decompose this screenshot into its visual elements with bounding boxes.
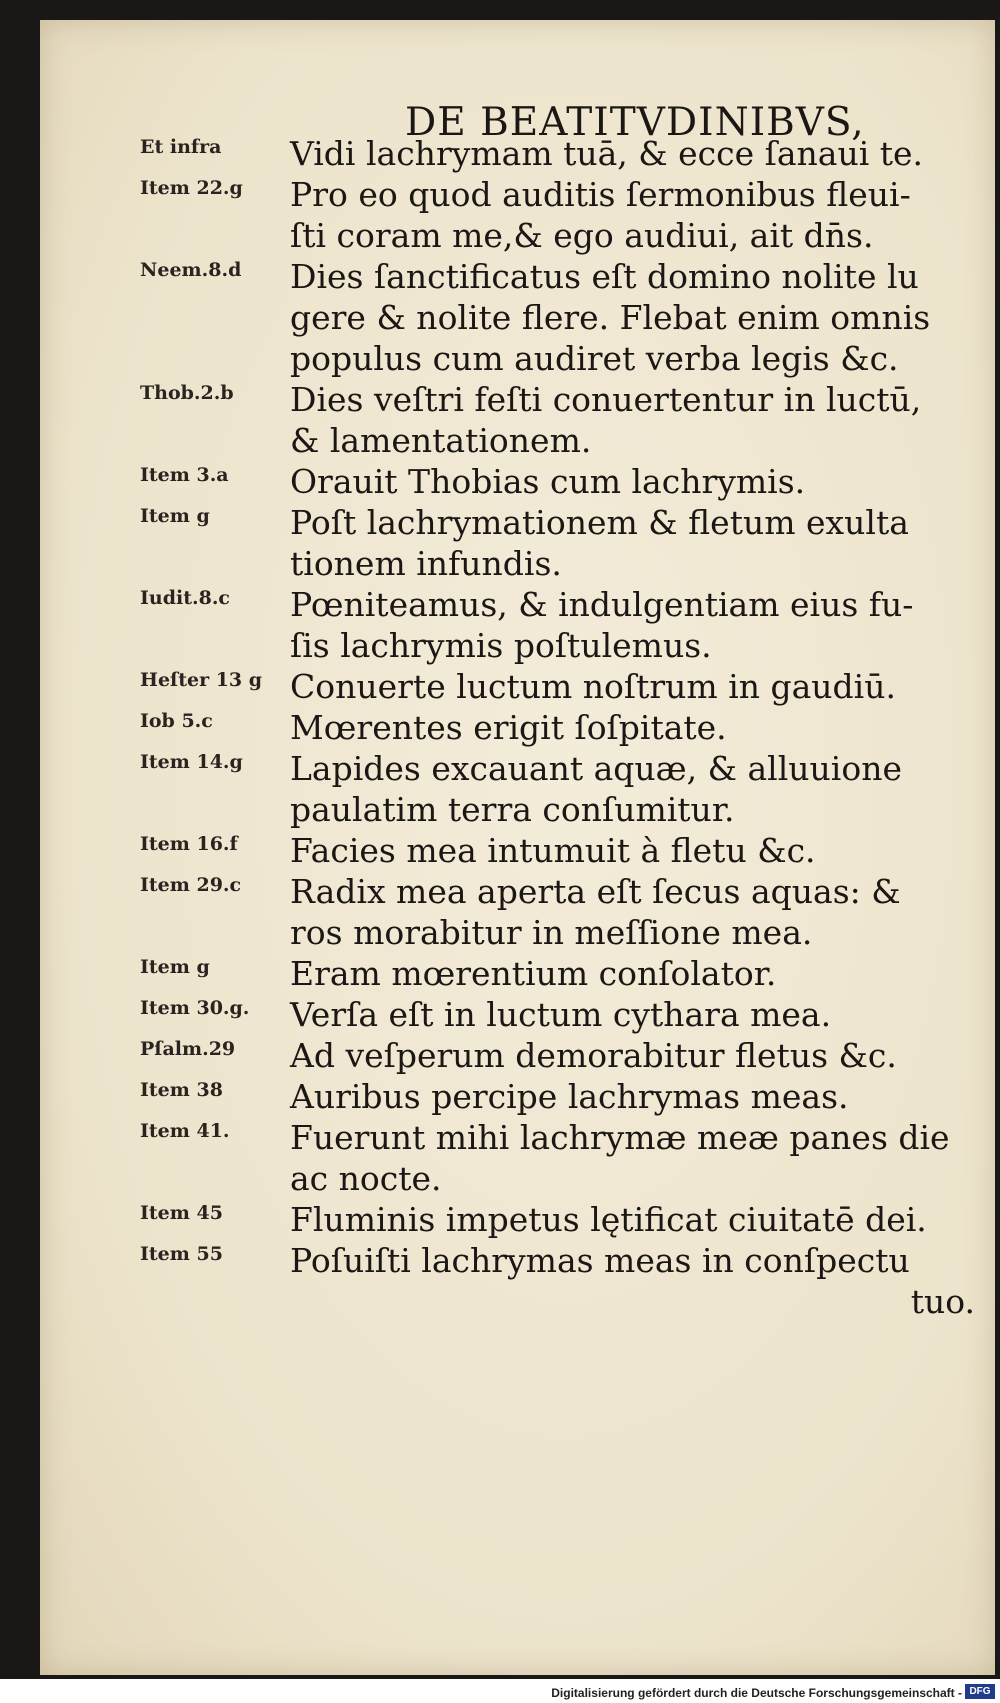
marginal-note: Item 38 (140, 1079, 223, 1101)
text-line: Facies mea intumuit à fletu &c. (290, 831, 816, 870)
text-line: Dies ſanctificatus eſt domino nolite lu (290, 257, 919, 296)
marginal-note: Thob.2.b (140, 382, 234, 404)
text-line: & lamentationem. (290, 421, 592, 460)
text-line: ros morabitur in meſſione mea. (290, 913, 813, 952)
text-line: Conuerte luctum noſtrum in gaudiū. (290, 667, 896, 706)
marginal-note: Item 55 (140, 1243, 223, 1265)
text-line: tuo. (910, 1282, 975, 1321)
text-line: Vidi lachrymam tuā, & ecce ſanaui te. (290, 134, 924, 173)
marginal-note: Item g (140, 956, 210, 978)
text-line: Mœrentes erigit ſoſpitate. (290, 708, 727, 747)
marginal-note: Item 16.f (140, 833, 238, 855)
text-line: Lapides excauant aquæ, & alluuione (290, 749, 902, 788)
text-line: Pro eo quod auditis ſermonibus fleui- (290, 175, 911, 214)
text-line: Poſt lachrymationem & fletum exulta (290, 503, 909, 542)
marginal-note: Item 3.a (140, 464, 229, 486)
running-head: DE BEATITVDINIBVS, (405, 100, 865, 145)
text-line: paulatim terra conſumitur. (290, 790, 735, 829)
marginal-note: Item 14.g (140, 751, 243, 773)
text-line: Eram mœrentium conſolator. (290, 954, 777, 993)
text-line: Auribus percipe lachrymas meas. (290, 1077, 849, 1116)
marginal-note: Et infra (140, 136, 222, 158)
marginal-note: Pſalm.29 (140, 1038, 236, 1060)
marginal-note: Heſter 13 g (140, 669, 263, 691)
marginal-note: Item g (140, 505, 210, 527)
text-line: Ad veſperum demorabitur fletus &c. (290, 1036, 897, 1075)
marginal-note: Item 41. (140, 1120, 230, 1142)
text-line: Pœniteamus, & indulgentiam eius fu- (290, 585, 914, 624)
text-line: gere & nolite flere. Flebat enim omnis (290, 298, 931, 337)
footer-credit: Digitalisierung gefördert durch die Deutsche Forschungsgemeinschaft - (551, 1686, 962, 1700)
text-line: Fuerunt mihi lachrymæ meæ panes die (290, 1118, 950, 1157)
text-line: ac nocte. (290, 1159, 442, 1198)
text-line: Poſuiſti lachrymas meas in conſpectu (290, 1241, 910, 1280)
text-line: Radix mea aperta eſt ſecus aquas: & (290, 872, 901, 911)
book-page (40, 20, 995, 1675)
marginal-note: Iob 5.c (140, 710, 213, 732)
marginal-note: Item 30.g. (140, 997, 250, 1019)
text-line: tionem infundis. (290, 544, 562, 583)
dfg-logo: DFG (965, 1684, 995, 1699)
marginal-note: Item 22.g (140, 177, 243, 199)
text-line: Fluminis impetus lętificat ciuitatē dei. (290, 1200, 927, 1239)
text-line: populus cum audiret verba legis &c. (290, 339, 899, 378)
text-line: Orauit Thobias cum lachrymis. (290, 462, 806, 501)
text-line: Dies veſtri feſti conuertentur in luctū, (290, 380, 922, 419)
marginal-note: Item 29.c (140, 874, 242, 896)
text-line: Verſa eſt in luctum cythara mea. (290, 995, 832, 1034)
text-body (40, 20, 995, 1675)
marginal-note: Iudit.8.c (140, 587, 230, 609)
marginal-note: Item 45 (140, 1202, 223, 1224)
text-line: ſti coram me,& ego audiui, ait dn̄s. (290, 216, 874, 255)
marginal-note: Neem.8.d (140, 259, 242, 281)
text-line: ſis lachrymis poſtulemus. (290, 626, 712, 665)
footer-bar (0, 1679, 1000, 1703)
